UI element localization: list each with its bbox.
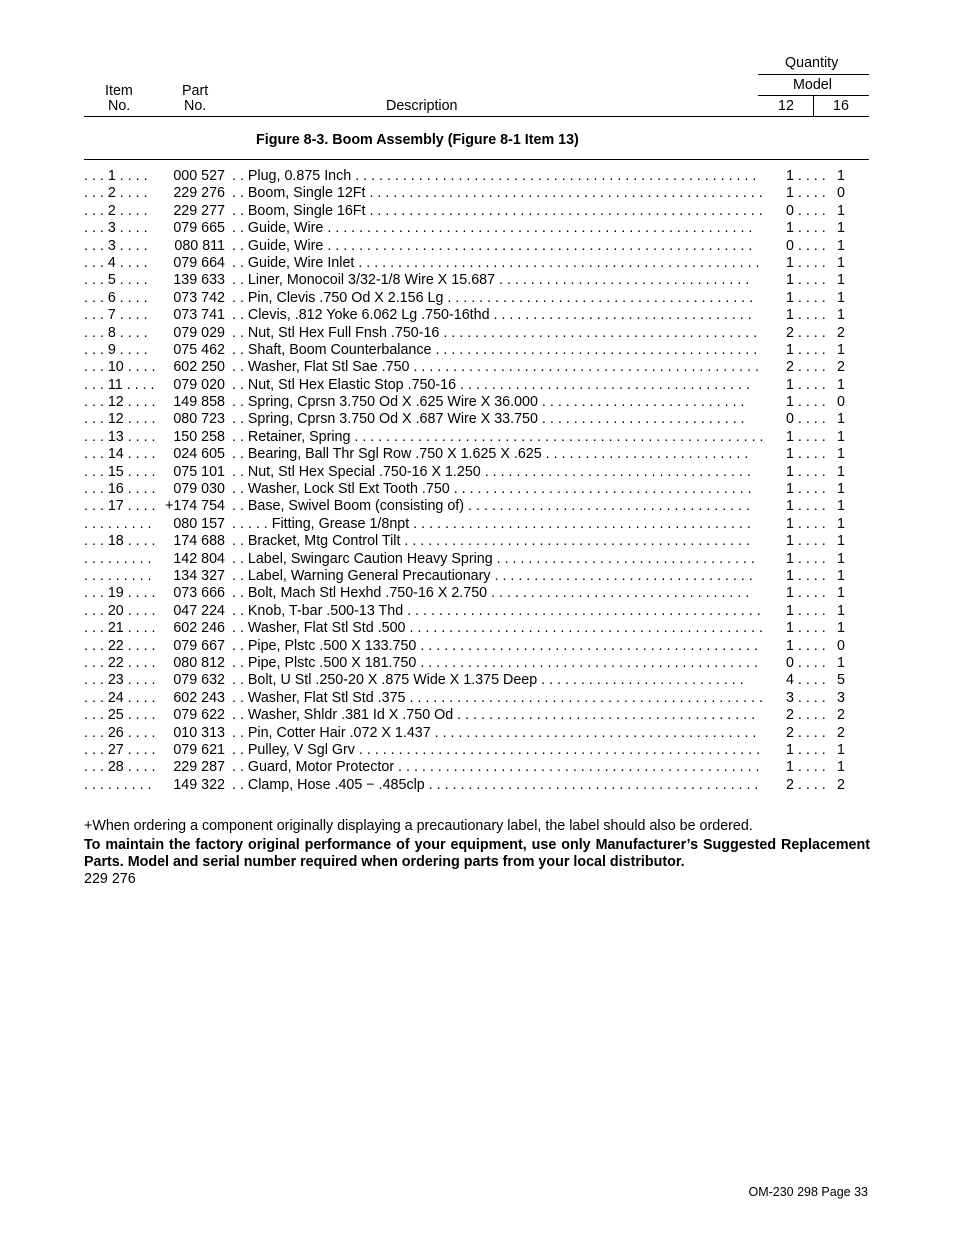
part-description: . . Clevis, .812 Yoke 6.062 Lg .750-16thd . . . . . . . . . . . . . . . . . . . . . . . . . . . . . . . . . [232,307,752,324]
quantity-model-16: 0 [837,394,845,411]
quantity-model-12: 1 . . . . [786,759,826,776]
part-description: . . Pipe, Plstc .500 X 181.750 . . . . . . . . . . . . . . . . . . . . . . . . . . . . . . . . . . . . . . . . . . . [232,654,758,671]
part-header-line1: Part [182,83,209,99]
part-number: 080 812 [173,654,225,671]
part-description: . . Nut, Stl Hex Full Fnsh .750-16 . . . . . . . . . . . . . . . . . . . . . . . . . . . . . . . . . . . . . . . . [232,324,758,341]
quantity-model-12: 0 . . . . [786,654,826,671]
part-description: . . Washer, Flat Stl Std .500 . . . . . . . . . . . . . . . . . . . . . . . . . . . . . . . . . . . . . . . . . . . . . [232,620,763,637]
part-description: . . Retainer, Spring . . . . . . . . . . . . . . . . . . . . . . . . . . . . . . . . . . . . . . . . . . . . . . . . . . . . [232,428,764,445]
part-description: . . Spring, Cprsn 3.750 Od X .625 Wire X 36.000 . . . . . . . . . . . . . . . . . . . . . . . . . . [232,394,745,411]
part-number: 079 621 [173,741,225,758]
item-number: . . . 21 . . . . [84,620,156,637]
part-number: 047 224 [173,602,225,619]
quantity-model-12: 1 . . . . [786,185,826,202]
item-number: . . . 16 . . . . [84,481,156,498]
quantity-model-16: 1 [837,411,845,428]
description-header: Description [386,98,458,114]
table-row [84,777,870,794]
part-number: 075 462 [173,341,225,358]
quantity-model-16: 0 [837,185,845,202]
table-row [84,411,870,428]
quantity-model-16: 0 [837,637,845,654]
part-description: . . Washer, Lock Stl Ext Tooth .750 . . . . . . . . . . . . . . . . . . . . . . . . . . . . . . . . . . . . . . [232,481,752,498]
part-description: . . Liner, Monocoil 3/32-1/8 Wire X 15.687 . . . . . . . . . . . . . . . . . . . . . . . . . . . . . . . . [232,272,750,289]
quantity-model-12: 0 . . . . [786,237,826,254]
quantity-model-12: 4 . . . . [786,672,826,689]
part-description: . . Bolt, U Stl .250-20 X .875 Wide X 1.375 Deep . . . . . . . . . . . . . . . . . . . . . . . . . . [232,672,744,689]
item-number: . . . 8 . . . . [84,324,148,341]
quantity-model-12: 2 . . . . [786,724,826,741]
table-row [84,655,870,672]
item-number: . . . 28 . . . . [84,759,156,776]
table-row [84,325,870,342]
table-row [84,394,870,411]
quantity-model-12: 2 . . . . [786,324,826,341]
page-footer: OM-230 298 Page 33 [748,1185,868,1199]
part-number: 602 246 [173,620,225,637]
quantity-model-12: 1 . . . . [786,428,826,445]
quantity-model-16: 5 [837,672,845,689]
table-row [84,585,870,602]
item-number: . . . 12 . . . . [84,394,156,411]
model-column-divider [813,95,814,117]
quantity-model-12: 0 . . . . [786,411,826,428]
quantity-model-16: 1 [837,585,845,602]
part-number: 079 622 [173,707,225,724]
quantity-model-12: 1 . . . . [786,585,826,602]
figure-title: Figure 8-3. Boom Assembly (Figure 8-1 Item 13) [256,132,579,148]
part-number: 079 029 [173,324,225,341]
quantity-model-16: 1 [837,515,845,532]
model-12-header: 12 [778,98,794,114]
table-row [84,377,870,394]
document-number: 229 276 [84,871,136,887]
part-number: 229 276 [173,185,225,202]
quantity-model-16: 1 [837,533,845,550]
part-description: . . Guide, Wire Inlet . . . . . . . . . . . . . . . . . . . . . . . . . . . . . . . . . . . . . . . . . . . . . . . . . . . [232,254,760,271]
part-number: 079 664 [173,254,225,271]
part-description: . . Pin, Cotter Hair .072 X 1.437 . . . . . . . . . . . . . . . . . . . . . . . . . . . . . . . . . . . . . . . . . [232,724,757,741]
part-number: 073 666 [173,585,225,602]
quantity-model-12: 3 . . . . [786,689,826,706]
item-number: . . . 5 . . . . [84,272,148,289]
part-description: . . Pipe, Plstc .500 X 133.750 . . . . . . . . . . . . . . . . . . . . . . . . . . . . . . . . . . . . . . . . . . . [232,637,758,654]
quantity-model-12: 1 . . . . [786,341,826,358]
quantity-model-16: 2 [837,359,845,376]
part-description: . . Guide, Wire . . . . . . . . . . . . . . . . . . . . . . . . . . . . . . . . . . . . . . . . . . . . . . . . . . . . . . [232,237,753,254]
quantity-model-16: 1 [837,602,845,619]
part-number: 079 632 [173,672,225,689]
quantity-model-12: 1 . . . . [786,220,826,237]
quantity-model-12: 1 . . . . [786,498,826,515]
item-number: . . . 15 . . . . [84,463,156,480]
table-row [84,603,870,620]
item-header-line2: No. [108,98,131,114]
quantity-model-16: 1 [837,237,845,254]
table-row [84,620,870,637]
quantity-model-12: 1 . . . . [786,620,826,637]
quantity-model-12: 1 . . . . [786,481,826,498]
table-row [84,359,870,376]
quantity-model-12: 1 . . . . [786,446,826,463]
quantity-model-16: 2 [837,707,845,724]
table-row [84,707,870,724]
quantity-model-12: 2 . . . . [786,707,826,724]
quantity-model-12: 1 . . . . [786,376,826,393]
part-number: 000 527 [173,168,225,184]
table-row [84,481,870,498]
table-row [84,690,870,707]
quantity-model-12: 1 . . . . [786,307,826,324]
part-header-line2: No. [184,98,207,114]
table-row [84,568,870,585]
quantity-model-16: 1 [837,550,845,567]
part-description: . . . . . Fitting, Grease 1/8npt . . . . . . . . . . . . . . . . . . . . . . . . . . . . . . . . . . . . . . . . . . . [232,515,751,532]
quantity-model-12: 1 . . . . [786,463,826,480]
item-number: . . . 6 . . . . [84,289,148,306]
item-number: . . . 3 . . . . [84,237,148,254]
item-number: . . . 9 . . . . [84,341,148,358]
item-number: . . . . . . . . . [84,550,152,567]
part-number: 079 667 [173,637,225,654]
quantity-model-12: 1 . . . . [786,394,826,411]
item-number: . . . 11 . . . . [84,376,155,393]
quantity-model-16: 1 [837,168,845,184]
part-number: 229 277 [173,202,225,219]
item-number: . . . 2 . . . . [84,185,148,202]
item-number: . . . 7 . . . . [84,307,148,324]
quantity-model-16: 1 [837,307,845,324]
quantity-model-16: 1 [837,254,845,271]
quantity-model-16: 1 [837,289,845,306]
quantity-model-12: 2 . . . . [786,776,826,793]
table-row [84,272,870,289]
quantity-model-16: 1 [837,567,845,584]
part-number: 024 605 [173,446,225,463]
part-description: . . Knob, T-bar .500-13 Thd . . . . . . . . . . . . . . . . . . . . . . . . . . . . . . . . . . . . . . . . . . . . . [232,602,761,619]
quantity-model-16: 1 [837,741,845,758]
part-number: 602 243 [173,689,225,706]
table-row [84,238,870,255]
item-number: . . . 4 . . . . [84,254,148,271]
part-number: 174 688 [173,533,225,550]
quantity-model-16: 2 [837,776,845,793]
table-row [84,307,870,324]
parts-notice: To maintain the factory original performance of your equipment, use only Manufacturer’s Suggested Replacement Parts. Model and serial number required when ordering parts from your local distributor. [84,837,870,871]
part-number: 075 101 [173,463,225,480]
table-row [84,638,870,655]
quantity-model-12: 1 . . . . [786,515,826,532]
part-description: . . Pulley, V Sgl Grv . . . . . . . . . . . . . . . . . . . . . . . . . . . . . . . . . . . . . . . . . . . . . . . . . . . [232,741,761,758]
part-description: . . Clamp, Hose .405 − .485clp . . . . . . . . . . . . . . . . . . . . . . . . . . . . . . . . . . . . . . . . . . [232,776,759,793]
part-number: 150 258 [173,428,225,445]
part-description: . . Guide, Wire . . . . . . . . . . . . . . . . . . . . . . . . . . . . . . . . . . . . . . . . . . . . . . . . . . . . . . [232,220,753,237]
quantity-model-16: 1 [837,376,845,393]
quantity-model-16: 1 [837,620,845,637]
quantity-model-16: 1 [837,463,845,480]
quantity-model-12: 1 . . . . [786,567,826,584]
part-description: . . Bearing, Ball Thr Sgl Row .750 X 1.625 X .625 . . . . . . . . . . . . . . . . . . . . . . . . . . [232,446,749,463]
quantity-model-12: 1 . . . . [786,272,826,289]
part-description: . . Plug, 0.875 Inch . . . . . . . . . . . . . . . . . . . . . . . . . . . . . . . . . . . . . . . . . . . . . . . . . . . [232,168,757,184]
quantity-model-16: 1 [837,759,845,776]
part-description: . . Nut, Stl Hex Elastic Stop .750-16 . . . . . . . . . . . . . . . . . . . . . . . . . . . . . . . . . . . . . [232,376,751,393]
item-number: . . . 17 . . . . [84,498,156,515]
quantity-model-12: 1 . . . . [786,741,826,758]
part-number: 229 287 [173,759,225,776]
item-number: . . . 18 . . . . [84,533,156,550]
quantity-model-12: 1 . . . . [786,289,826,306]
item-number: . . . 25 . . . . [84,707,156,724]
item-number: . . . 26 . . . . [84,724,156,741]
part-description: . . Nut, Stl Hex Special .750-16 X 1.250 . . . . . . . . . . . . . . . . . . . . . . . . . . . . . . . . . . [232,463,751,480]
part-number: 602 250 [173,359,225,376]
quantity-model-16: 1 [837,446,845,463]
item-number: . . . 24 . . . . [84,689,156,706]
quantity-model-16: 2 [837,724,845,741]
table-row [84,342,870,359]
table-row [84,725,870,742]
table-row [84,185,870,202]
part-description: . . Washer, Shldr .381 Id X .750 Od . . . . . . . . . . . . . . . . . . . . . . . . . . . . . . . . . . . . . . [232,707,756,724]
part-number: 149 858 [173,394,225,411]
item-number: . . . 10 . . . . [84,359,156,376]
item-number: . . . 22 . . . . [84,637,156,654]
part-description: . . Base, Swivel Boom (consisting of) . . . . . . . . . . . . . . . . . . . . . . . . . . . . . . . . . . . . [232,498,751,515]
table-row [84,203,870,220]
part-description: . . Boom, Single 16Ft . . . . . . . . . . . . . . . . . . . . . . . . . . . . . . . . . . . . . . . . . . . . . . . . . . [232,202,763,219]
item-number: . . . 14 . . . . [84,446,156,463]
part-description: . . Bracket, Mtg Control Tilt . . . . . . . . . . . . . . . . . . . . . . . . . . . . . . . . . . . . . . . . . . . . [232,533,750,550]
quantity-model-12: 1 . . . . [786,637,826,654]
table-row [84,446,870,463]
part-description: . . Label, Swingarc Caution Heavy Spring . . . . . . . . . . . . . . . . . . . . . . . . . . . . . . . . . [232,550,755,567]
quantity-model-16: 1 [837,654,845,671]
part-number: 079 030 [173,481,225,498]
quantity-model-16: 1 [837,481,845,498]
quantity-model-16: 1 [837,498,845,515]
part-description: . . Label, Warning General Precautionary . . . . . . . . . . . . . . . . . . . . . . . . . . . . . . . . . [232,567,753,584]
item-number: . . . . . . . . . [84,776,152,793]
quantity-model-16: 1 [837,202,845,219]
item-number: . . . 23 . . . . [84,672,156,689]
part-number: 073 741 [173,307,225,324]
part-number: 139 633 [173,272,225,289]
table-row [84,551,870,568]
item-number: . . . 1 . . . . [84,168,148,184]
item-number: . . . 3 . . . . [84,220,148,237]
part-number: 149 322 [173,776,225,793]
part-description: . . Shaft, Boom Counterbalance . . . . . . . . . . . . . . . . . . . . . . . . . . . . . . . . . . . . . . . . . [232,341,758,358]
table-row [84,168,870,185]
part-number: 080 811 [174,237,225,254]
quantity-model-16: 2 [837,324,845,341]
quantity-model-16: 1 [837,341,845,358]
quantity-model-16: 1 [837,220,845,237]
table-row [84,290,870,307]
title-rule [84,159,869,160]
part-number: 080 723 [173,411,225,428]
item-header-line1: Item [105,83,133,99]
table-row [84,464,870,481]
table-row [84,255,870,272]
model-header: Model [793,77,832,93]
quantity-model-12: 1 . . . . [786,168,826,184]
quantity-model-12: 2 . . . . [786,359,826,376]
part-description: . . Washer, Flat Stl Sae .750 . . . . . . . . . . . . . . . . . . . . . . . . . . . . . . . . . . . . . . . . . . . . [232,359,760,376]
part-number: 079 665 [173,220,225,237]
quantity-model-12: 1 . . . . [786,602,826,619]
quantity-model-12: 1 . . . . [786,533,826,550]
header-bottom-rule [84,116,869,117]
table-row [84,742,870,759]
precaution-note: +When ordering a component originally displaying a precautionary label, the label should also be ordered. [84,818,753,834]
quantity-model-12: 0 . . . . [786,202,826,219]
table-row [84,759,870,776]
item-number: . . . 2 . . . . [84,202,148,219]
part-description: . . Spring, Cprsn 3.750 Od X .687 Wire X 33.750 . . . . . . . . . . . . . . . . . . . . . . . . . . [232,411,745,428]
item-number: . . . . . . . . . [84,567,152,584]
part-number: +174 754 [164,498,225,515]
table-row [84,516,870,533]
quantity-model-16: 3 [837,689,845,706]
item-number: . . . 19 . . . . [84,585,156,602]
table-row [84,498,870,515]
part-number: 134 327 [173,567,225,584]
table-row [84,429,870,446]
part-description: . . Boom, Single 12Ft . . . . . . . . . . . . . . . . . . . . . . . . . . . . . . . . . . . . . . . . . . . . . . . . . . [232,185,763,202]
part-description: . . Pin, Clevis .750 Od X 2.156 Lg . . . . . . . . . . . . . . . . . . . . . . . . . . . . . . . . . . . . . . . [232,289,754,306]
quantity-header: Quantity [785,55,839,71]
part-description: . . Washer, Flat Stl Std .375 . . . . . . . . . . . . . . . . . . . . . . . . . . . . . . . . . . . . . . . . . . . . . [232,689,763,706]
item-number: . . . 22 . . . . [84,654,156,671]
quantity-model-12: 1 . . . . [786,254,826,271]
table-row [84,533,870,550]
part-number: 010 313 [173,724,225,741]
quantity-model-12: 1 . . . . [786,550,826,567]
part-number: 073 742 [173,289,225,306]
part-number: 079 020 [173,376,225,393]
part-description: . . Guard, Motor Protector . . . . . . . . . . . . . . . . . . . . . . . . . . . . . . . . . . . . . . . . . . . . . . [232,759,760,776]
quantity-model-16: 1 [837,272,845,289]
part-description: . . Bolt, Mach Stl Hexhd .750-16 X 2.750 . . . . . . . . . . . . . . . . . . . . . . . . . . . . . . . . . [232,585,750,602]
item-number: . . . 12 . . . . [84,411,156,428]
part-number: 142 804 [173,550,225,567]
table-row [84,220,870,237]
item-number: . . . 27 . . . . [84,741,156,758]
item-number: . . . 13 . . . . [84,428,156,445]
item-number: . . . . . . . . . [84,515,152,532]
model-16-header: 16 [833,98,849,114]
quantity-rule [758,74,869,75]
table-row [84,672,870,689]
quantity-model-16: 1 [837,428,845,445]
parts-list [84,168,870,794]
part-number: 080 157 [173,515,225,532]
item-number: . . . 20 . . . . [84,602,156,619]
